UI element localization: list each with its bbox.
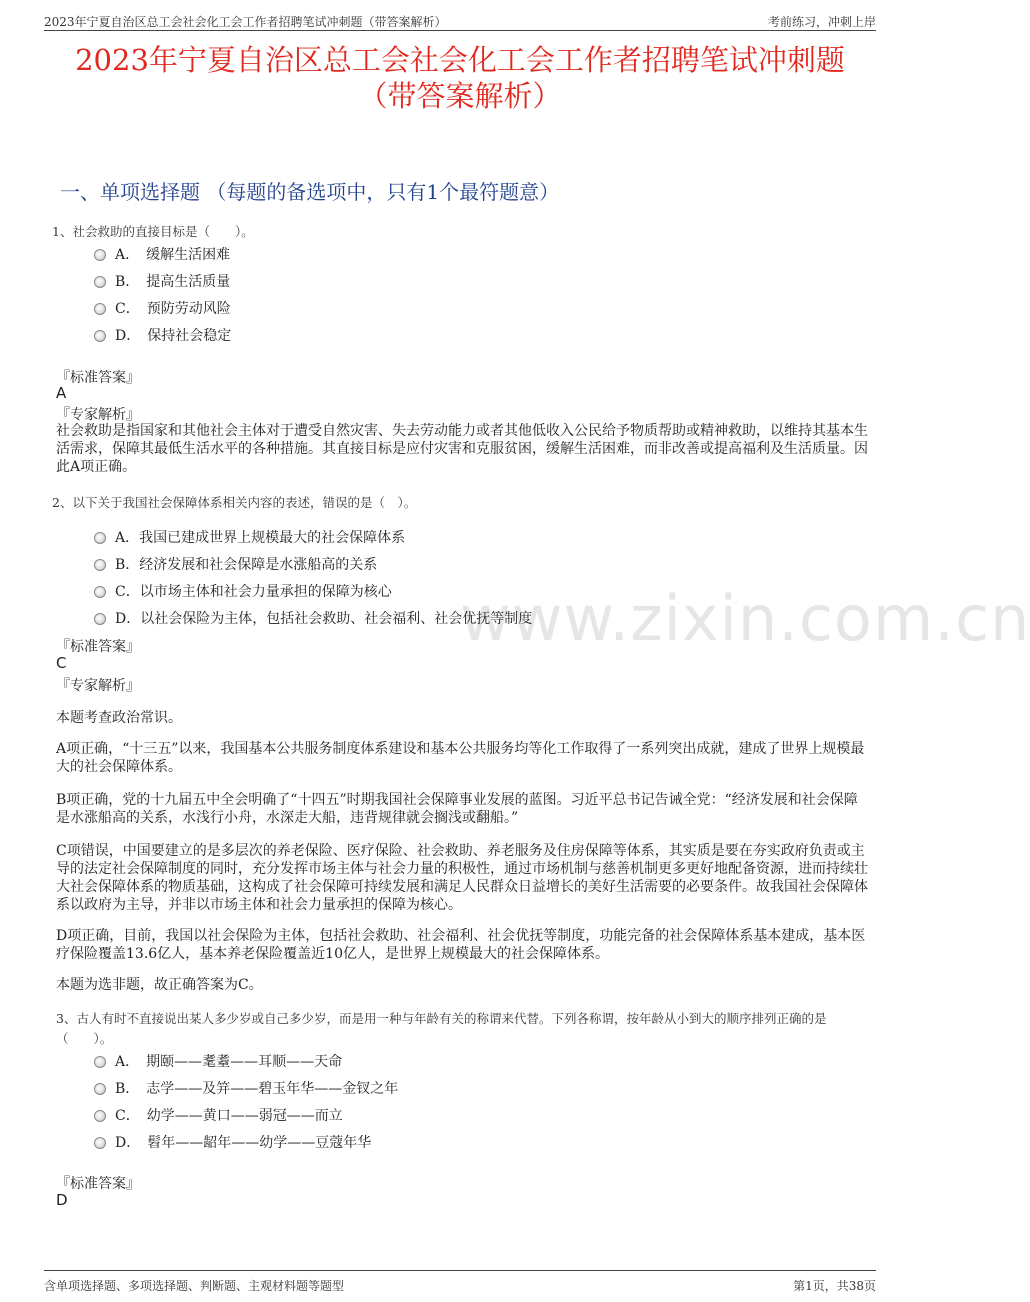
radio-icon[interactable] — [94, 586, 106, 598]
section-heading: 一、单项选择题 （每题的备选项中，只有1个最符题意） — [60, 180, 560, 204]
question-2-analysis-b: B项正确，党的十九届五中全会明确了“十四五”时期我国社会保障事业发展的蓝图。习近平总书记告诫全党：“经济发展和社会保障是水涨船高的关系，水浅行小舟，水深走大船，违背规律就会搁浅或翻船。” — [56, 792, 858, 826]
question-3-answer: D — [56, 1191, 68, 1209]
radio-icon[interactable] — [94, 330, 106, 342]
question-2-option-c[interactable]: C．以市场主体和社会力量承担的保障为核心 — [94, 581, 392, 601]
question-2-answer: C — [56, 654, 67, 672]
question-2-option-b[interactable]: B．经济发展和社会保障是水涨船高的关系 — [94, 554, 377, 574]
question-1-option-d[interactable]: D． 保持社会稳定 — [94, 325, 231, 345]
page-number: 第1页，共38页 — [793, 1279, 876, 1293]
page-footer — [44, 1270, 876, 1297]
question-3-option-a[interactable]: A． 期颐——耄耋——耳顺——天命 — [94, 1051, 342, 1071]
radio-icon[interactable] — [94, 1110, 106, 1122]
question-1-stem: 1、社会救助的直接目标是（ ）。 — [52, 224, 254, 239]
question-2-analysis-c: C项错误，中国要建立的是多层次的养老保险、医疗保险、社会救助、养老服务及住房保障等体系，其实质是要在夯实政府负责或主导的法定社会保障制度的同时，充分发挥市场主体与社会力量的积极性，通过市场机制与慈善机制更多更好地配备资源，进而持续壮大社会保障体系的物质基础，这构成了社会保障可持续发展和满足人民群众日益增长的美好生活需要的必要条件。故我国社会保障体系以政府为主导，并非以市场主体和社会力量承担的保障为核心。 — [56, 843, 868, 913]
question-2-analysis-a: A项正确，“十三五”以来，我国基本公共服务制度体系建设和基本公共服务均等化工作取得了一系列突出成就，建成了世界上规模最大的社会保障体系。 — [56, 741, 865, 775]
question-2-analysis-d: D项正确，目前，我国以社会保险为主体，包括社会救助、社会福利、社会优抚等制度，功能完备的社会保障体系基本建成，基本医疗保险覆盖13.6亿人，基本养老保险覆盖近10亿人，是世界上规模最大的社会保障体系。 — [56, 928, 866, 962]
question-3-stem: 3、古人有时不直接说出某人多少岁或自己多少岁，而是用一种与年龄有关的称谓来代替。下列各称谓，按年龄从小到大的顺序排列正确的是（ ）。 — [56, 1011, 827, 1046]
question-2-analysis-conclusion: 本题为选非题，故正确答案为C。 — [56, 977, 263, 993]
header-title: 2023年宁夏自治区总工会社会化工会工作者招聘笔试冲刺题（带答案解析） — [44, 15, 447, 29]
radio-icon[interactable] — [94, 532, 106, 544]
question-1-answer: A — [56, 384, 67, 402]
radio-icon[interactable] — [94, 559, 106, 571]
radio-icon[interactable] — [94, 303, 106, 315]
question-1-analysis: 社会救助是指国家和其他社会主体对于遭受自然灾害、失去劳动能力或者其他低收入公民给予物质帮助或精神救助，以维持其基本生活需求，保障其最低生活水平的各种措施。其直接目标是应付灾害和克服贫困，缓解生活困难，而非改善或提高福利及生活质量。因此A项正确。 — [56, 423, 868, 475]
question-2-option-d[interactable]: D．以社会保险为主体，包括社会救助、社会福利、社会优抚等制度 — [94, 608, 532, 628]
radio-icon[interactable] — [94, 1137, 106, 1149]
question-2-analysis-label: 『专家解析』 — [56, 678, 140, 694]
radio-icon[interactable] — [94, 249, 106, 261]
footer-note: 含单项选择题、多项选择题、判断题、主观材料题等题型 — [44, 1279, 345, 1293]
question-2-analysis-intro: 本题考查政治常识。 — [56, 710, 182, 726]
header-slogan: 考前练习，冲刺上岸 — [767, 15, 876, 29]
question-3-answer-label: 『标准答案』 — [56, 1176, 140, 1192]
question-2-answer-label: 『标准答案』 — [56, 639, 140, 655]
document-title-line2: （带答案解析） — [358, 79, 562, 113]
radio-icon[interactable] — [94, 1056, 106, 1068]
question-1-answer-label: 『标准答案』 — [56, 370, 140, 386]
question-1-option-a[interactable]: A． 缓解生活困难 — [94, 244, 230, 264]
radio-icon[interactable] — [94, 276, 106, 288]
page-header — [44, 6, 876, 31]
question-2-stem: 2、以下关于我国社会保障体系相关内容的表述，错误的是（ ）。 — [52, 495, 417, 510]
question-3-option-b[interactable]: B． 志学——及笄——碧玉年华——金钗之年 — [94, 1078, 398, 1098]
watermark: www.zixin.com.cn — [460, 582, 1030, 655]
question-3-option-d[interactable]: D． 髫年——龆年——幼学——豆蔻年华 — [94, 1132, 371, 1152]
question-1-option-c[interactable]: C． 预防劳动风险 — [94, 298, 231, 318]
question-3-option-c[interactable]: C． 幼学——黄口——弱冠——而立 — [94, 1105, 343, 1125]
question-2-option-a[interactable]: A．我国已建成世界上规模最大的社会保障体系 — [94, 527, 405, 547]
question-1-option-b[interactable]: B． 提高生活质量 — [94, 271, 230, 291]
question-1-analysis-label: 『专家解析』 — [56, 407, 140, 423]
document-title-line1: 2023年宁夏自治区总工会社会化工会工作者招聘笔试冲刺题 — [75, 43, 845, 77]
radio-icon[interactable] — [94, 1083, 106, 1095]
radio-icon[interactable] — [94, 613, 106, 625]
